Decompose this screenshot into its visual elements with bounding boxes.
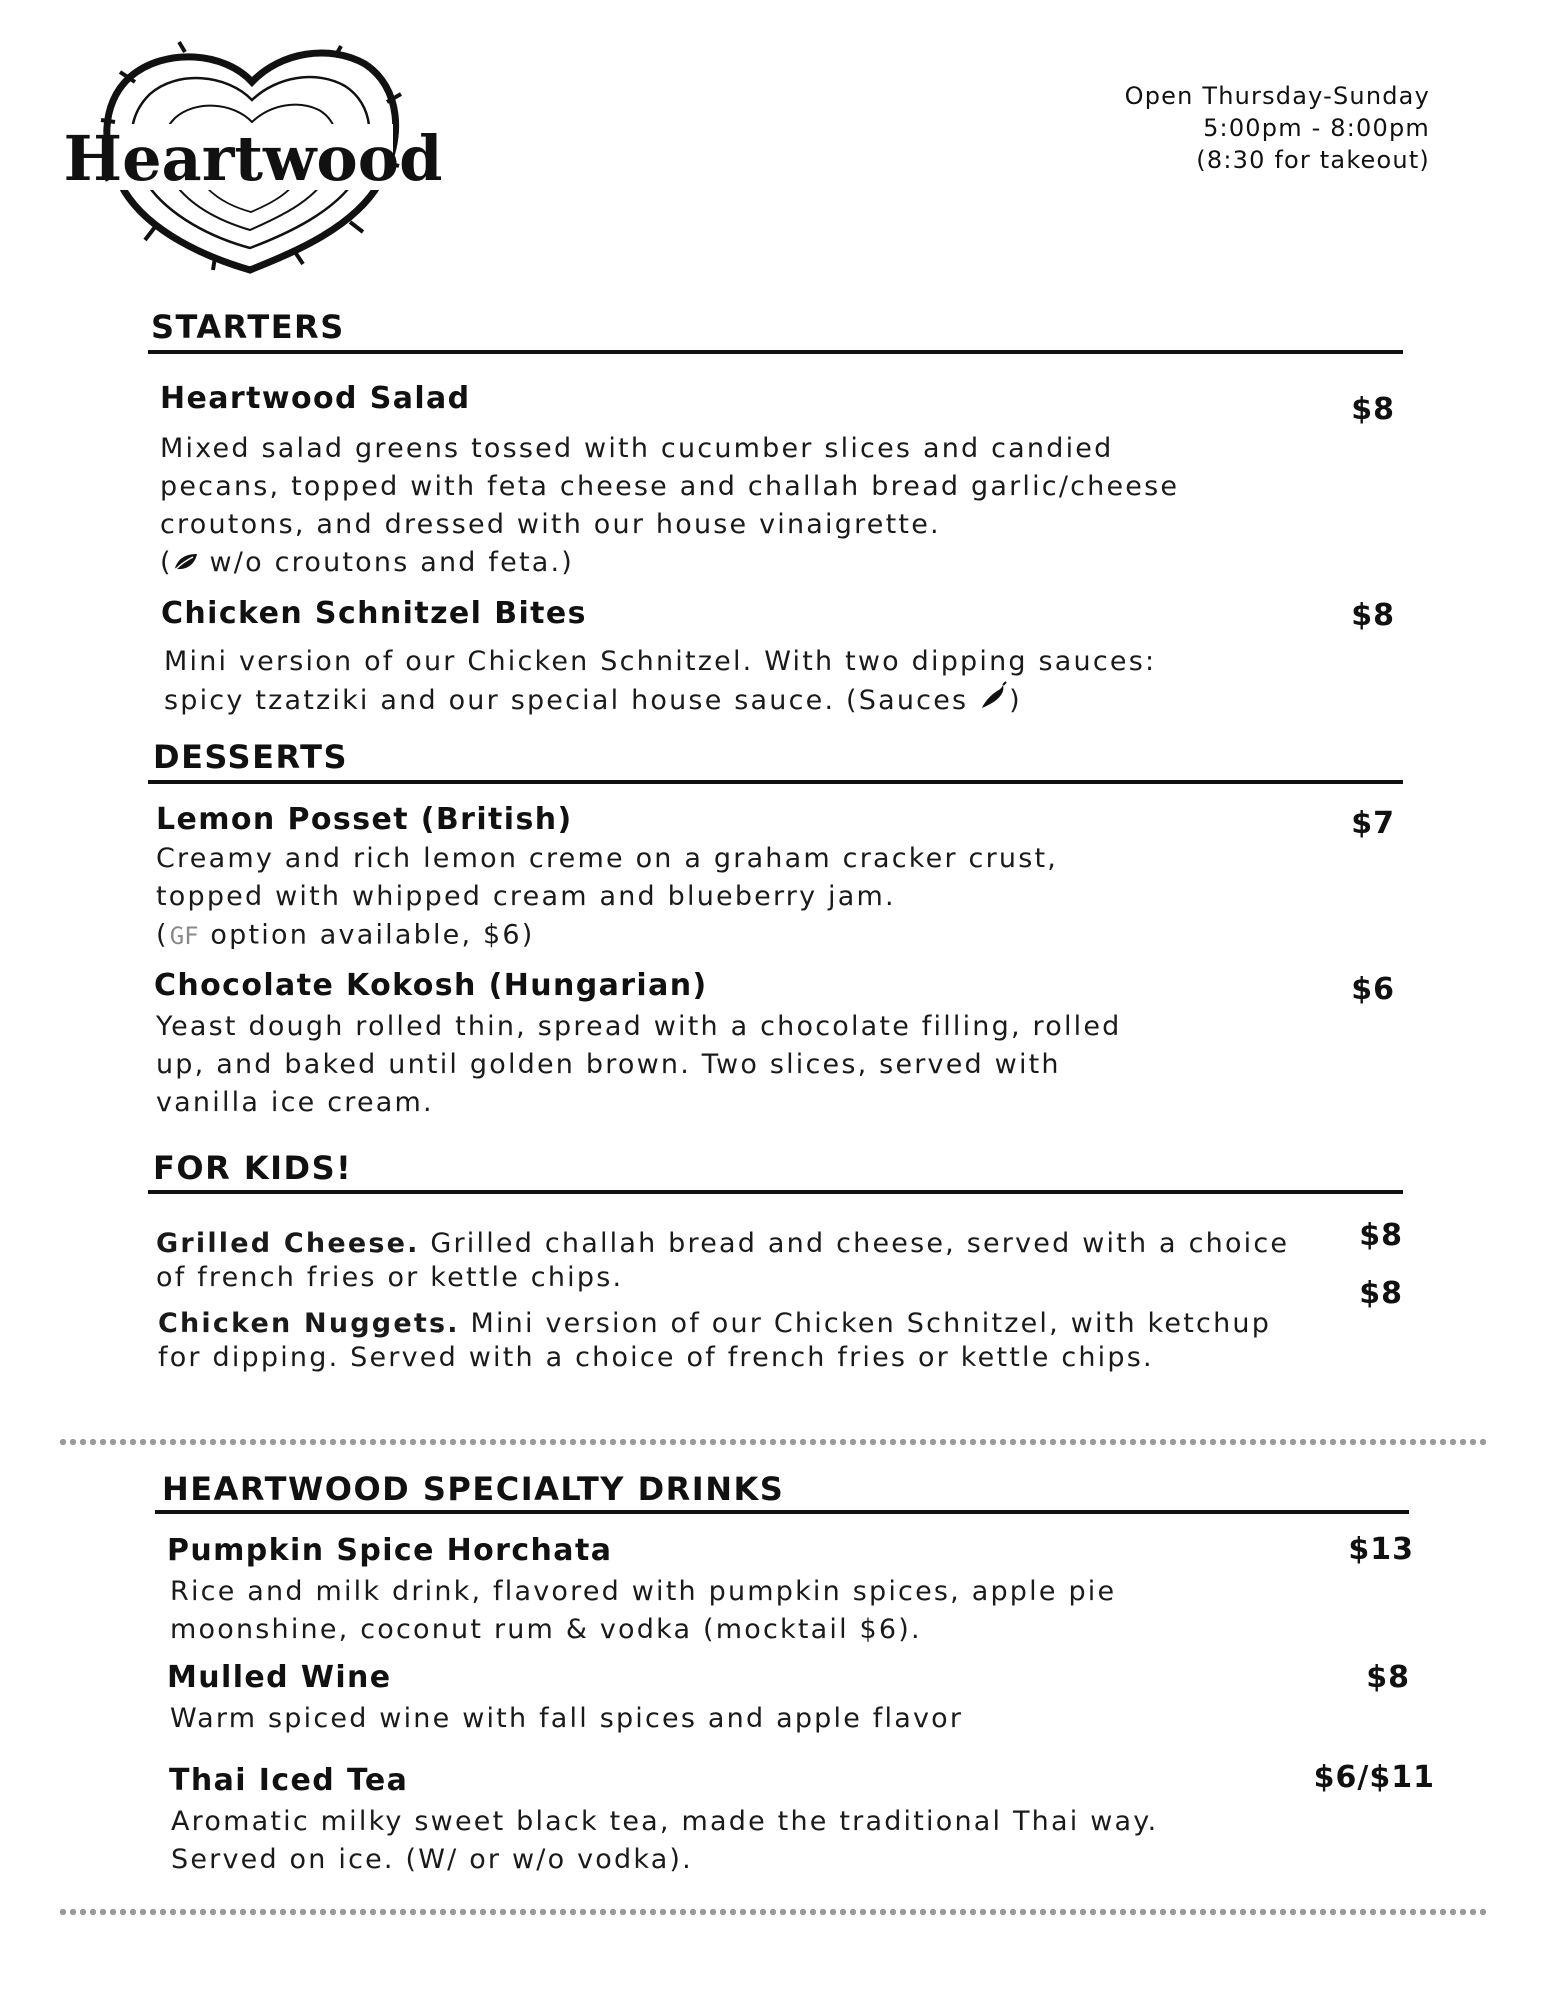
desc-line: moonshine, coconut rum & vodka (mocktail $6). xyxy=(170,1614,922,1645)
item-price: $8 xyxy=(1351,392,1395,427)
section-heading-starters: STARTERS xyxy=(151,308,345,346)
desc-text: spicy tzatziki and our special house sauce. (Sauces xyxy=(164,685,980,716)
desc-line: for dipping. Served with a choice of french fries or kettle chips. xyxy=(158,1342,1154,1373)
note-open: ( xyxy=(160,547,173,578)
desc-text: Grilled challah bread and cheese, served with a choice xyxy=(419,1228,1290,1259)
hours-time: 5:00pm - 8:00pm xyxy=(1203,114,1430,142)
section-rule xyxy=(155,1510,1409,1514)
desc-line: pecans, topped with feta cheese and challah bread garlic/cheese xyxy=(160,471,1180,502)
desc-line: Creamy and rich lemon creme on a graham cracker crust, xyxy=(156,843,1059,874)
section-heading-desserts: DESSERTS xyxy=(153,738,349,776)
hours-days: Open Thursday-Sunday xyxy=(1124,82,1430,110)
item-price: $7 xyxy=(1351,806,1395,841)
item-price: $6 xyxy=(1351,972,1395,1007)
desc-line: Rice and milk drink, flavored with pumpkin spices, apple pie xyxy=(170,1576,1117,1607)
item-description xyxy=(156,840,1058,956)
desc-line: topped with whipped cream and blueberry jam. xyxy=(156,881,896,912)
item-price: $8 xyxy=(1359,1276,1403,1311)
section-heading-kids: FOR KIDS! xyxy=(153,1149,353,1187)
item-price: $8 xyxy=(1351,598,1395,633)
desc-line: of french fries or kettle chips. xyxy=(156,1262,624,1293)
note-open: ( xyxy=(156,919,169,951)
section-rule xyxy=(148,780,1403,784)
kids-item-chicken-nuggets xyxy=(158,1305,1271,1377)
item-name: Heartwood Salad xyxy=(160,381,471,416)
desc-note xyxy=(156,916,1058,956)
item-price: $6/$11 xyxy=(1313,1760,1435,1795)
item-description xyxy=(156,1008,1122,1122)
desc-line: Warm spiced wine with fall spices and apple flavor xyxy=(170,1703,964,1734)
item-price: $8 xyxy=(1359,1218,1403,1253)
dotted-divider xyxy=(58,1438,1490,1446)
item-name: Grilled Cheese. xyxy=(156,1228,420,1259)
desc-line: croutons, and dressed with our house vinaigrette. xyxy=(160,509,941,540)
desc-line: vanilla ice cream. xyxy=(156,1087,434,1118)
desc-text: Mini version of our Chicken Schnitzel, with ketchup xyxy=(459,1308,1272,1339)
desc-line: Aromatic milky sweet black tea, made the traditional Thai way. xyxy=(171,1806,1159,1837)
pepper-icon xyxy=(979,681,1009,722)
item-price: $8 xyxy=(1366,1660,1410,1695)
item-name: Mulled Wine xyxy=(167,1660,392,1695)
opening-hours xyxy=(1125,80,1430,176)
heart-log-icon xyxy=(63,42,443,274)
item-name: Thai Iced Tea xyxy=(169,1763,409,1798)
item-name: Pumpkin Spice Horchata xyxy=(167,1533,613,1568)
heartwood-logo xyxy=(63,42,443,274)
desc-line: Mixed salad greens tossed with cucumber slices and candied xyxy=(160,433,1114,464)
note-text: w/o croutons and feta.) xyxy=(198,547,574,578)
item-description xyxy=(160,430,1179,583)
note-text: option available, $6) xyxy=(199,919,535,951)
leaf-icon xyxy=(173,545,199,583)
desc-line: Yeast dough rolled thin, spread with a chocolate filling, rolled xyxy=(156,1011,1122,1042)
desc-line: Mini version of our Chicken Schnitzel. With two dipping sauces: xyxy=(164,646,1157,677)
desc-line: up, and baked until golden brown. Two slices, served with xyxy=(156,1049,1061,1080)
item-price: $13 xyxy=(1348,1532,1414,1567)
item-description xyxy=(170,1700,963,1738)
item-name: Chicken Schnitzel Bites xyxy=(161,596,587,631)
item-name: Chocolate Kokosh (Hungarian) xyxy=(154,968,708,1003)
hours-takeout: (8:30 for takeout) xyxy=(1196,146,1430,174)
desc-note xyxy=(160,544,1179,583)
section-heading-drinks: HEARTWOOD SPECIALTY DRINKS xyxy=(162,1470,785,1508)
logo-text: Heartwood xyxy=(63,122,443,195)
kids-item-grilled-cheese xyxy=(156,1225,1289,1297)
section-rule xyxy=(148,350,1403,354)
item-description xyxy=(164,643,1156,722)
item-name: Chicken Nuggets. xyxy=(158,1308,460,1339)
gluten-free-icon: GF xyxy=(169,922,199,950)
desc-text: ) xyxy=(1009,685,1022,716)
item-description xyxy=(171,1803,1158,1879)
desc-line: Served on ice. (W/ or w/o vodka). xyxy=(171,1844,693,1875)
desc-line xyxy=(158,1305,1271,1343)
desc-line xyxy=(164,681,1156,722)
section-rule xyxy=(148,1190,1403,1194)
desc-line xyxy=(156,1225,1289,1263)
item-name: Lemon Posset (British) xyxy=(156,802,573,837)
dotted-divider xyxy=(58,1908,1490,1916)
item-description xyxy=(170,1573,1116,1649)
